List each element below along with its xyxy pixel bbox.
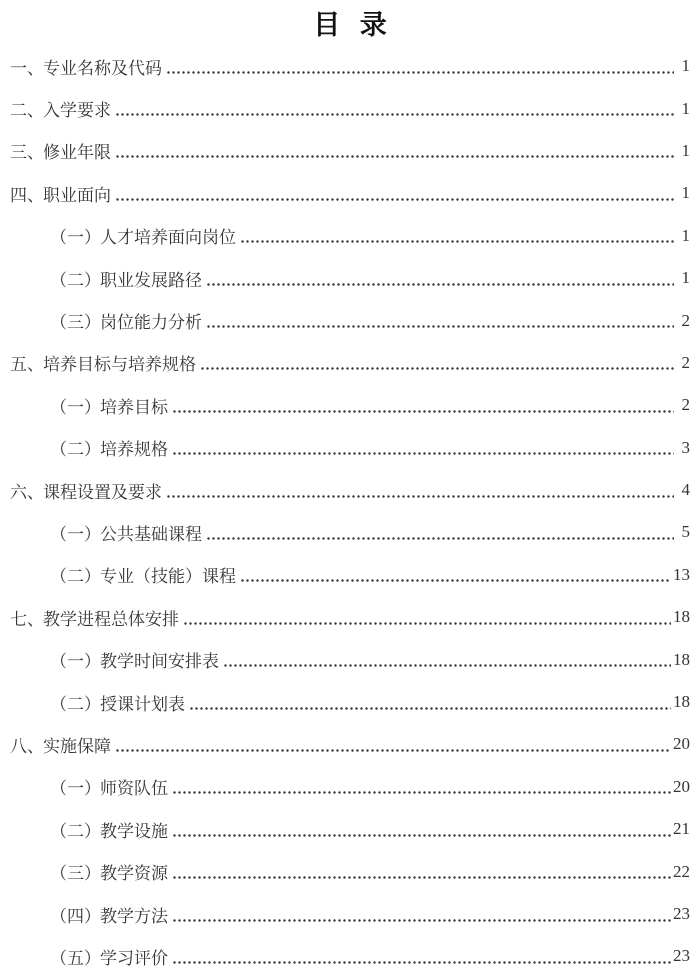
toc-entry-number: （二） (50, 567, 101, 587)
toc-entry-page: 2 (681, 395, 690, 415)
toc-entry-page: 2 (681, 352, 690, 372)
dot-leader (172, 876, 671, 879)
toc-entry-number: （一） (50, 652, 101, 672)
dot-leader (166, 71, 674, 74)
toc-entry[interactable] (10, 427, 690, 469)
dot-leader (166, 495, 674, 498)
dot-leader (115, 198, 674, 201)
toc-entry[interactable] (10, 257, 690, 299)
toc-entry-page: 3 (681, 437, 690, 457)
toc-entry[interactable] (10, 681, 690, 723)
toc-entry-label: 职业发展路径 (100, 270, 202, 290)
toc-entry[interactable] (10, 511, 690, 553)
toc-entry[interactable] (10, 766, 690, 808)
page-title: 目 录 (313, 10, 387, 40)
toc-entry-label: 授课计划表 (100, 694, 185, 714)
dot-leader (206, 537, 674, 540)
toc-entry-page: 18 (673, 649, 690, 669)
dot-leader (172, 452, 674, 455)
toc-entry-page: 1 (681, 268, 690, 288)
toc-entry-page: 22 (673, 861, 690, 881)
toc-entry[interactable] (10, 342, 690, 384)
toc-entry-number: （二） (50, 440, 101, 460)
toc-entry-page: 20 (673, 776, 690, 796)
toc-entry-number: 六、 (10, 482, 44, 502)
toc-entry-label: 教学进程总体安排 (43, 609, 179, 629)
toc-entry-page: 1 (681, 183, 690, 203)
toc-entry-number: 七、 (10, 609, 44, 629)
toc-entry-label: 公共基础课程 (100, 524, 202, 544)
toc-entry-number: （一） (50, 397, 101, 417)
toc-entry-label: 岗位能力分析 (100, 313, 202, 333)
toc-entry[interactable] (10, 554, 690, 596)
toc-entry-label: 学习评价 (100, 948, 168, 968)
toc-entry[interactable] (10, 45, 690, 87)
dot-leader (189, 707, 671, 710)
dot-leader (206, 283, 674, 286)
toc-entry-number: （一） (50, 524, 101, 544)
toc-entry-label: 专业名称及代码 (43, 58, 162, 78)
toc-entry-label: 职业面向 (43, 185, 111, 205)
dot-leader (183, 622, 671, 625)
toc-entry[interactable] (10, 935, 690, 977)
toc-entry-number: （二） (50, 270, 101, 290)
toc-entry[interactable] (10, 130, 690, 172)
toc-entry-label: 专业（技能）课程 (100, 567, 236, 587)
toc-entry[interactable] (10, 723, 690, 765)
dot-leader (115, 749, 671, 752)
toc-entry-page: 18 (673, 692, 690, 712)
toc-entry-label: 培养规格 (100, 440, 168, 460)
toc-entry[interactable] (10, 596, 690, 638)
toc-entry-number: （三） (50, 864, 101, 884)
dot-leader (240, 579, 671, 582)
dot-leader (200, 367, 674, 370)
toc-entry-label: 教学资源 (100, 864, 168, 884)
toc-entry[interactable] (10, 299, 690, 341)
toc-entry-number: （二） (50, 821, 101, 841)
toc-entry[interactable] (10, 384, 690, 426)
toc-entry[interactable] (10, 808, 690, 850)
toc-entry-page: 1 (681, 225, 690, 245)
toc-entry-page: 23 (673, 904, 690, 923)
toc-entry-page: 4 (681, 480, 690, 500)
dot-leader (172, 919, 671, 922)
toc-entry-number: 五、 (10, 355, 44, 375)
toc-entry-page: 13 (673, 564, 690, 584)
toc-entry-label: 教学设施 (100, 821, 168, 841)
toc-entry-label: 师资队伍 (100, 779, 168, 799)
toc-entry[interactable] (10, 850, 690, 892)
dot-leader (115, 155, 674, 158)
dot-leader (172, 961, 671, 964)
toc-entry[interactable] (10, 215, 690, 257)
dot-leader (240, 240, 674, 243)
toc-entry-label: 人才培养面向岗位 (100, 228, 236, 248)
toc-entry[interactable] (10, 469, 690, 511)
toc-entry-label: 培养目标 (100, 397, 168, 417)
toc-entry-number: （一） (50, 779, 101, 799)
toc-entry-number: （五） (50, 948, 101, 968)
toc-entry-label: 教学时间安排表 (100, 652, 219, 672)
toc-entry-page: 21 (673, 819, 690, 839)
toc-entry-label: 培养目标与培养规格 (43, 355, 196, 375)
toc-entry-page: 20 (673, 734, 690, 754)
dot-leader (172, 791, 671, 794)
toc-entry-number: （一） (50, 228, 101, 248)
toc-entry-label: 课程设置及要求 (43, 482, 162, 502)
toc-entry-label: 修业年限 (43, 143, 111, 163)
toc-entry-number: 二、 (10, 101, 44, 121)
toc-entry-number: 一、 (10, 58, 44, 78)
dot-leader (115, 113, 674, 116)
dot-leader (206, 325, 674, 328)
dot-leader (172, 410, 674, 413)
toc-entry[interactable] (10, 638, 690, 680)
toc-entry-page: 1 (681, 56, 690, 76)
toc-entry-number: 四、 (10, 185, 44, 205)
toc-entry-page: 1 (681, 98, 690, 118)
toc-entry-page: 18 (673, 607, 690, 627)
toc-entry-number: 三、 (10, 143, 44, 163)
toc-entry[interactable] (10, 893, 690, 935)
toc-entry-page: 2 (681, 310, 690, 330)
toc-entry[interactable] (10, 87, 690, 129)
toc-entry[interactable] (10, 172, 690, 214)
toc-entry-page: 23 (673, 946, 690, 966)
toc-entry-page: 5 (681, 522, 690, 542)
toc-entry-number: （三） (50, 313, 101, 333)
toc-entry-page: 1 (681, 140, 690, 160)
toc-entry-label: 教学方法 (100, 906, 168, 926)
dot-leader (223, 664, 671, 667)
toc-entry-number: （四） (50, 906, 101, 926)
dot-leader (172, 834, 671, 837)
toc-entry-label: 实施保障 (43, 736, 111, 756)
toc-entry-number: 八、 (10, 736, 44, 756)
toc-list (10, 45, 690, 978)
toc-entry-number: （二） (50, 694, 101, 714)
toc-entry-label: 入学要求 (43, 101, 111, 121)
